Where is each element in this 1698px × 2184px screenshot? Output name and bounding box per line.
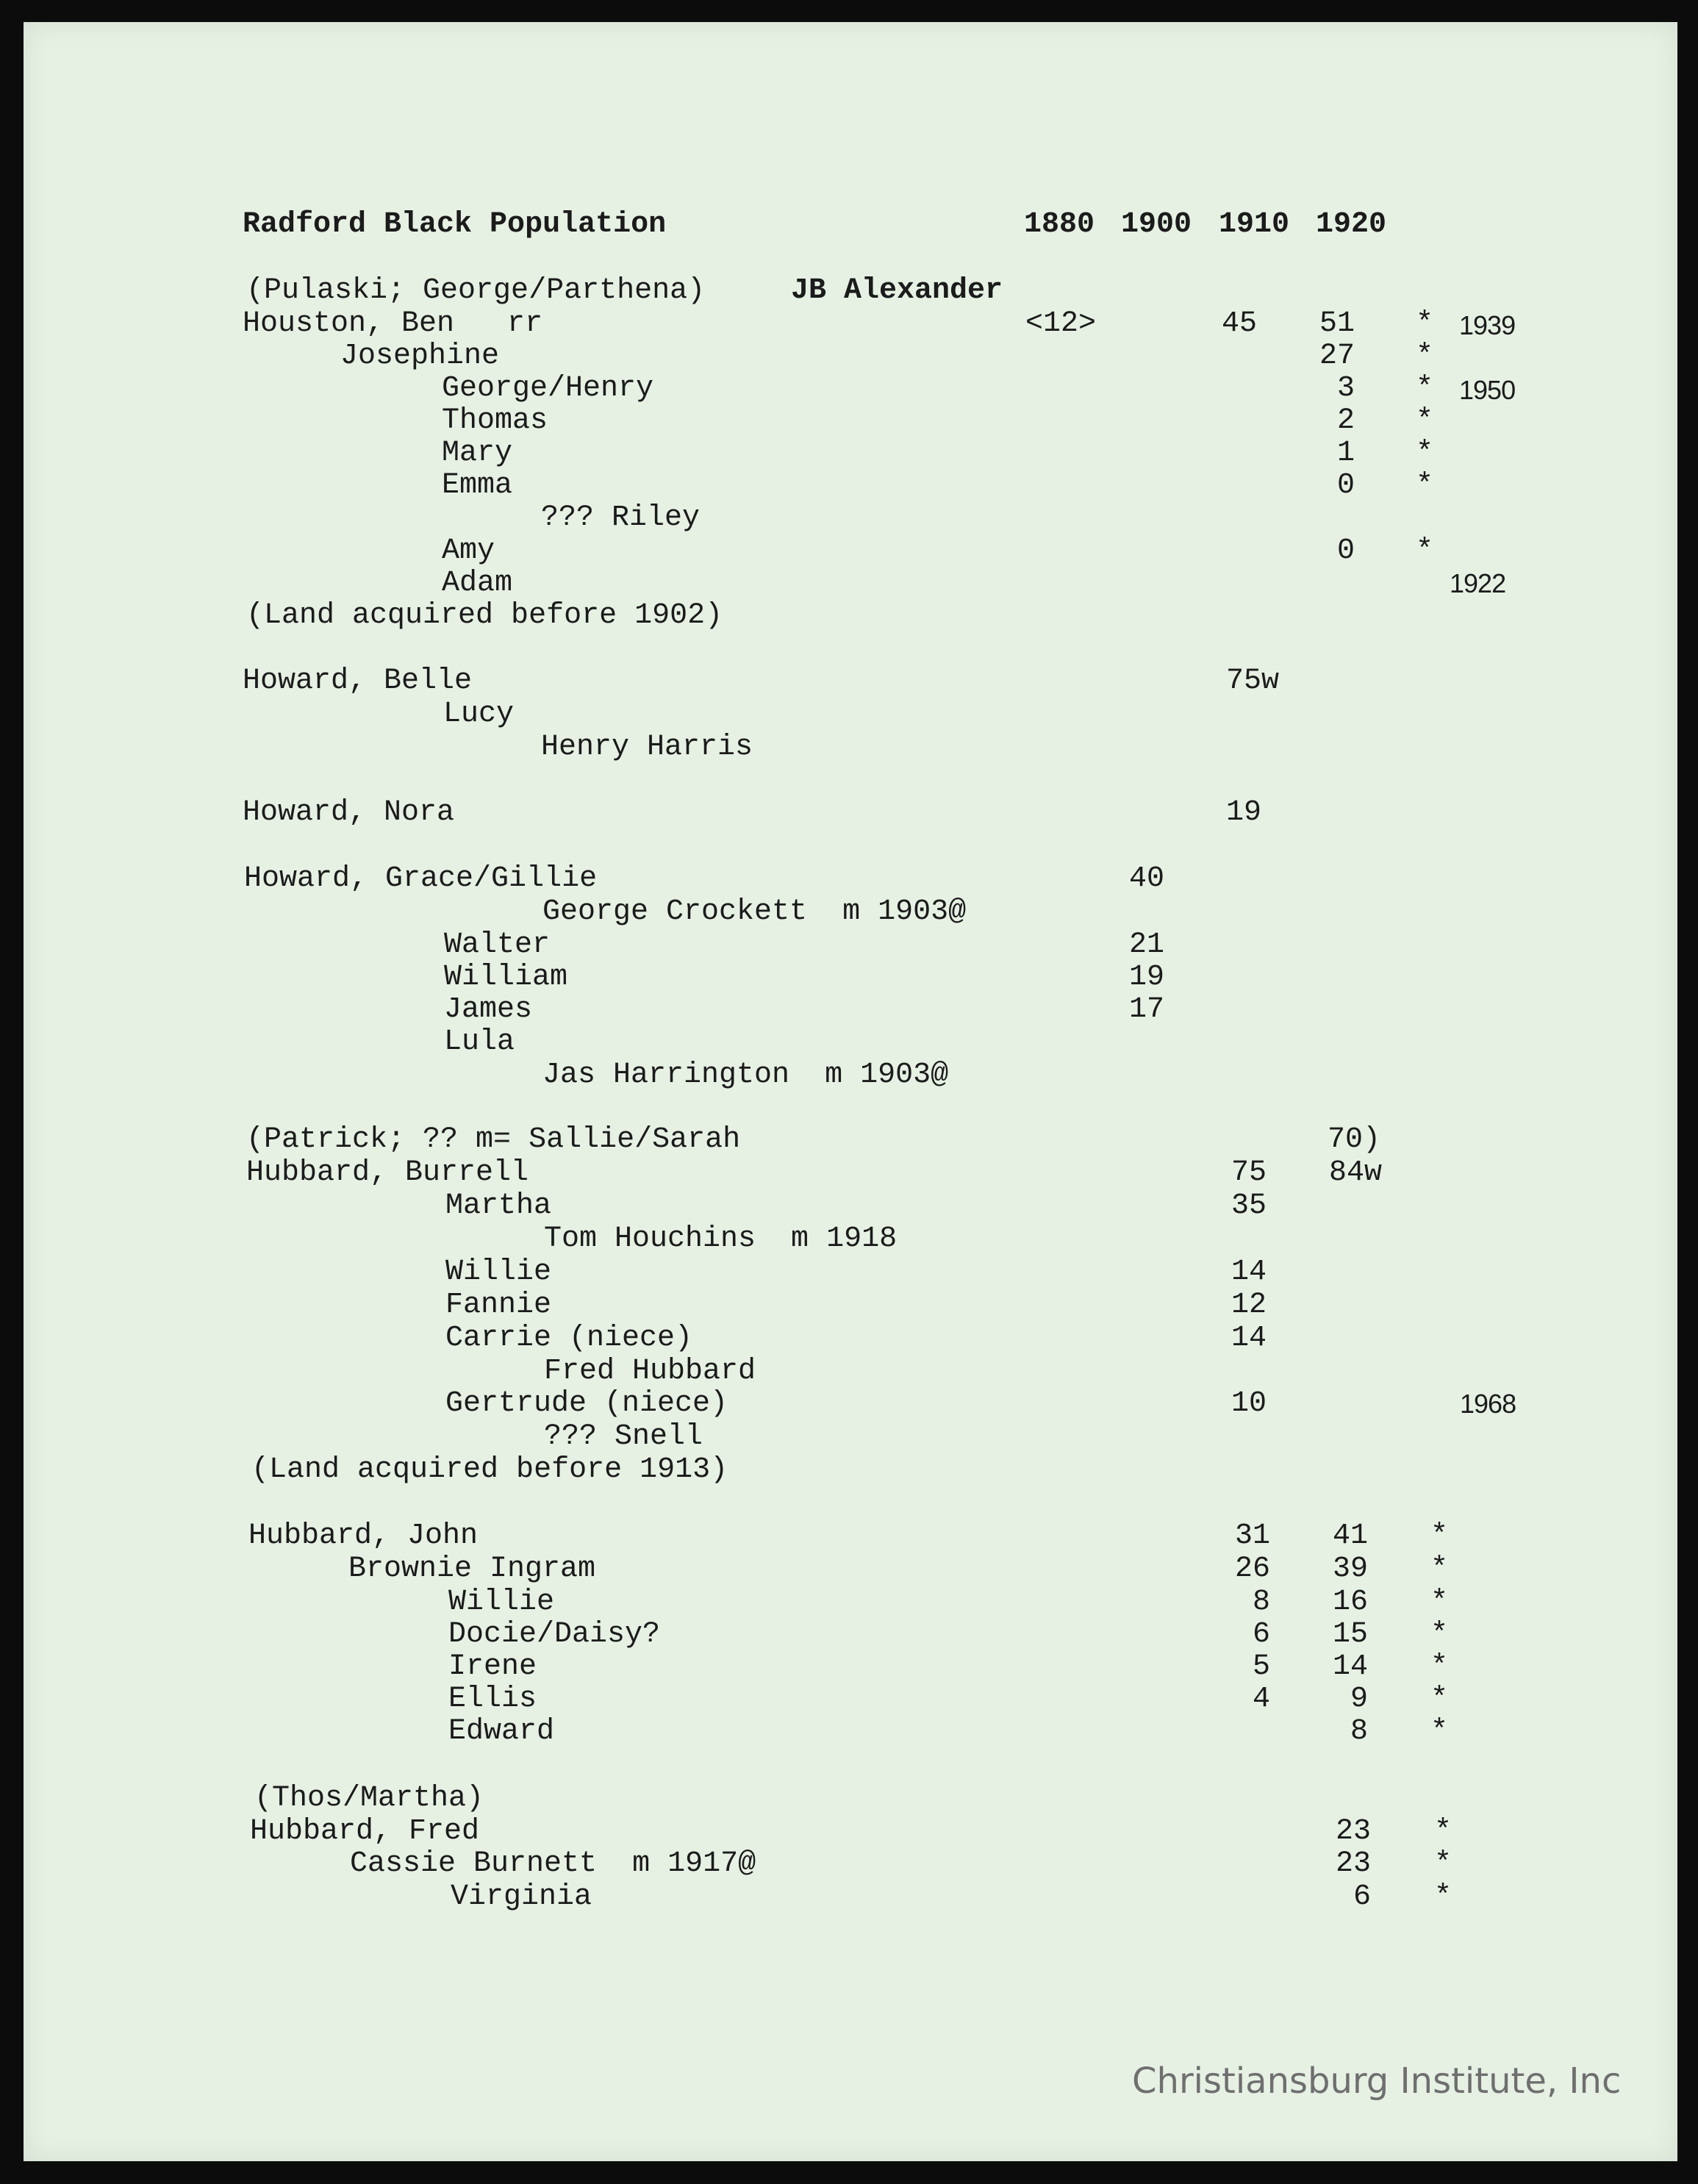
- value-1910: 14: [1231, 1256, 1267, 1289]
- value-1910: 5: [1253, 1650, 1271, 1683]
- record-member: Ellis: [448, 1683, 537, 1716]
- record-spouse: ??? Snell: [544, 1420, 703, 1453]
- value-1920: 23: [1336, 1847, 1372, 1880]
- record-member: Walter: [444, 928, 551, 962]
- family-note: (Patrick; ?? m= Sallie/Sarah: [246, 1123, 741, 1156]
- value-1920: 70): [1328, 1123, 1381, 1156]
- record-head: Houston, Ben rr: [243, 307, 543, 340]
- year-header-1920: 1920: [1316, 208, 1387, 241]
- record-member: Willie: [445, 1256, 552, 1289]
- value-1920: 39: [1333, 1553, 1369, 1586]
- year-header-1880: 1880: [1024, 208, 1095, 241]
- record-member: Carrie (niece): [445, 1322, 693, 1355]
- record-head: Hubbard, Burrell: [246, 1156, 529, 1189]
- star-mark: *: [1430, 1618, 1449, 1651]
- record-member: Docie/Daisy?: [448, 1618, 661, 1651]
- value-1910: 19: [1226, 796, 1262, 829]
- star-mark: *: [1430, 1683, 1449, 1716]
- value-1880: <12>: [1025, 307, 1097, 340]
- handwritten-year: 1968: [1460, 1389, 1516, 1419]
- value-1920: 16: [1333, 1586, 1369, 1619]
- record-spouse: Henry Harris: [541, 731, 753, 764]
- value-1900: 40: [1129, 862, 1165, 895]
- value-1920: 51: [1319, 307, 1355, 340]
- value-1920: 1: [1337, 437, 1355, 470]
- record-member: Lula: [444, 1025, 515, 1059]
- star-mark: *: [1430, 1715, 1449, 1748]
- family-note: (Thos/Martha): [254, 1782, 484, 1815]
- record-member: Mary: [442, 437, 513, 470]
- value-1920: 0: [1337, 534, 1355, 568]
- record-head: Hubbard, Fred: [250, 1815, 480, 1848]
- value-1900: 17: [1129, 993, 1165, 1026]
- star-mark: *: [1434, 1847, 1452, 1880]
- record-head: Howard, Belle: [243, 665, 473, 698]
- value-1910: 75: [1231, 1156, 1267, 1189]
- star-mark: *: [1430, 1553, 1449, 1586]
- record-spouse: Fred Hubbard: [544, 1355, 756, 1388]
- record-member: Virginia: [451, 1880, 592, 1913]
- value-1920: 84w: [1329, 1156, 1383, 1189]
- record-member: William: [444, 961, 568, 994]
- record-member: Martha: [445, 1189, 552, 1222]
- record-head: Howard, Grace/Gillie: [244, 862, 598, 895]
- star-mark: *: [1416, 469, 1434, 502]
- record-spouse: Jas Harrington m 1903@: [542, 1059, 949, 1092]
- star-mark: *: [1434, 1880, 1452, 1913]
- star-mark: *: [1430, 1650, 1449, 1683]
- star-mark: *: [1416, 340, 1434, 373]
- land-note: (Land acquired before 1913): [251, 1453, 728, 1486]
- value-1910: 35: [1231, 1189, 1267, 1222]
- handwritten-year: 1939: [1459, 310, 1516, 340]
- record-spouse: ??? Riley: [541, 501, 701, 534]
- value-1910: 26: [1235, 1553, 1271, 1586]
- record-member: Lucy: [443, 698, 515, 731]
- handwritten-year: 1950: [1459, 375, 1516, 405]
- record-member: George/Henry: [442, 372, 654, 405]
- value-1920: 15: [1333, 1618, 1369, 1651]
- value-1910: 6: [1253, 1618, 1271, 1651]
- family-note: (Pulaski; George/Parthena): [246, 274, 706, 307]
- value-1900: 19: [1129, 961, 1165, 994]
- star-mark: *: [1416, 534, 1434, 568]
- record-member: Irene: [448, 1650, 537, 1683]
- record-member: Willie: [448, 1586, 555, 1619]
- value-1910: 10: [1231, 1387, 1267, 1420]
- value-1920: 41: [1333, 1519, 1369, 1553]
- star-mark: *: [1430, 1519, 1449, 1553]
- record-member: Cassie Burnett m 1917@: [350, 1847, 756, 1880]
- record-member: Adam: [442, 567, 513, 600]
- value-1920: 14: [1333, 1650, 1369, 1683]
- star-mark: *: [1416, 307, 1434, 340]
- record-member: Emma: [442, 469, 513, 502]
- handwritten-year: 1922: [1450, 568, 1506, 598]
- value-1920: 0: [1337, 469, 1355, 502]
- record-head: Hubbard, John: [248, 1519, 479, 1553]
- star-mark: *: [1416, 437, 1434, 470]
- value-1910: 31: [1235, 1519, 1271, 1553]
- value-1920: 27: [1319, 340, 1355, 373]
- value-1920: 9: [1350, 1683, 1369, 1716]
- record-member: Gertrude (niece): [445, 1387, 728, 1420]
- year-header-1910: 1910: [1219, 208, 1290, 241]
- watermark-text: Christiansburg Institute, Inc: [1132, 2061, 1622, 2102]
- owner-name: JB Alexander: [791, 274, 1003, 307]
- value-1910: 14: [1231, 1322, 1267, 1355]
- record-member: Edward: [448, 1715, 555, 1748]
- star-mark: *: [1416, 372, 1434, 405]
- value-1910: 4: [1253, 1683, 1271, 1716]
- value-1900: 21: [1129, 928, 1165, 962]
- value-1920: 23: [1336, 1815, 1372, 1848]
- record-member: Amy: [442, 534, 495, 568]
- record-spouse: Tom Houchins m 1918: [544, 1222, 898, 1256]
- record-member: Fannie: [445, 1289, 552, 1322]
- record-member: James: [444, 993, 533, 1026]
- value-1910: 75w: [1226, 665, 1280, 698]
- value-1920: 2: [1337, 404, 1355, 437]
- record-member: Thomas: [442, 404, 548, 437]
- record-member: Josephine: [340, 340, 500, 373]
- value-1920: 6: [1353, 1880, 1372, 1913]
- land-note: (Land acquired before 1902): [246, 599, 723, 632]
- value-1910: 8: [1253, 1586, 1271, 1619]
- value-1910: 45: [1222, 307, 1258, 340]
- value-1910: 12: [1231, 1289, 1267, 1322]
- record-member: Brownie Ingram: [348, 1553, 596, 1586]
- page-title: Radford Black Population: [243, 208, 667, 241]
- record-head: Howard, Nora: [243, 796, 455, 829]
- star-mark: *: [1434, 1815, 1452, 1848]
- value-1920: 8: [1350, 1715, 1369, 1748]
- record-spouse: George Crockett m 1903@: [542, 895, 967, 928]
- year-header-1900: 1900: [1121, 208, 1192, 241]
- star-mark: *: [1416, 404, 1434, 437]
- star-mark: *: [1430, 1586, 1449, 1619]
- value-1920: 3: [1337, 372, 1355, 405]
